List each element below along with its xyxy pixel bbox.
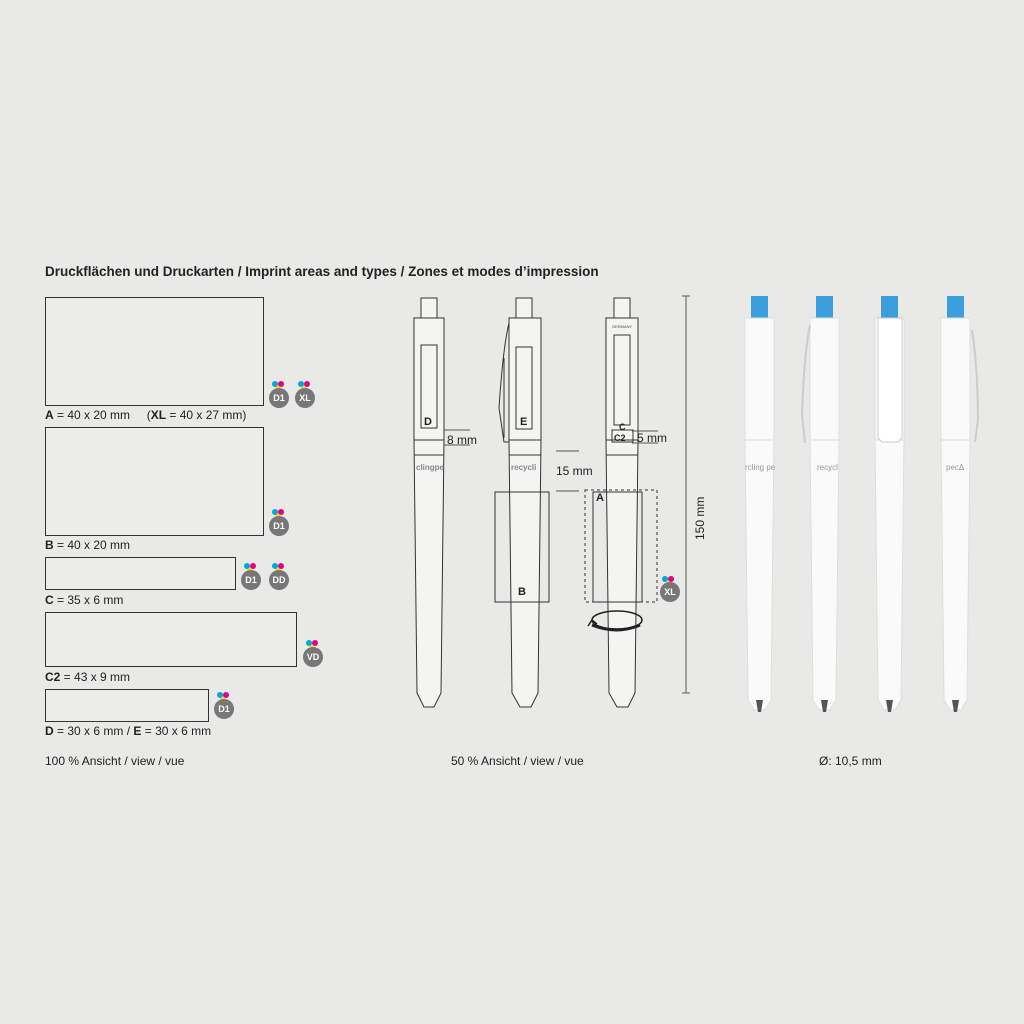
d1-badge: D1 [269, 516, 289, 536]
area-de-caption: D = 30 x 6 mm / E = 30 x 6 mm [45, 724, 212, 738]
area-a-caption: A = 40 x 20 mm (XL = 40 x 27 mm) [45, 408, 247, 422]
d1-badge: D1 [214, 699, 234, 719]
pen-print-text: clingpe [416, 463, 445, 472]
dd-badge: DD [269, 570, 289, 590]
label-e: E [520, 416, 528, 428]
dimension-8mm: 8 mm [447, 433, 477, 447]
area-c2-caption: C2 = 43 x 9 mm [45, 670, 131, 684]
xl-badge: XL [295, 388, 315, 408]
label-b: B [518, 586, 526, 598]
area-b-caption: B = 40 x 20 mm [45, 538, 131, 552]
area-c-caption: C = 35 x 6 mm [45, 593, 124, 607]
pen-print-text: pecΔ [946, 463, 965, 472]
label-a: A [596, 492, 604, 504]
pen-outline-front [414, 298, 444, 707]
label-c2: C2 [614, 433, 626, 443]
d1-badge: D1 [241, 570, 261, 590]
pen-print-text: recycl [817, 463, 838, 472]
xl-badge-label: XL [664, 587, 676, 597]
label-c: C [619, 422, 626, 432]
view-50-label: 50 % Ansicht / view / vue [451, 754, 584, 768]
vd-badge: VD [303, 647, 323, 667]
diameter-label: Ø: 10,5 mm [819, 754, 882, 768]
pen-outline-side [499, 298, 541, 707]
page-title: Druckflächen und Druckarten / Imprint areas and types / Zones et modes d’impression [45, 264, 599, 279]
dimension-5mm: 5 mm [637, 431, 667, 445]
view-100-label: 100 % Ansicht / view / vue [45, 754, 185, 768]
dimension-150mm: 150 mm [693, 496, 707, 540]
color-pen-front [745, 296, 776, 712]
color-pen-back [941, 296, 978, 712]
pen-print-text: recycli [511, 463, 537, 472]
pen-print-text: rcling pe [745, 463, 776, 472]
color-pen-clip [875, 296, 904, 712]
label-d: D [424, 416, 432, 428]
color-pen-side [802, 296, 839, 712]
d1-badge: D1 [269, 388, 289, 408]
pen-tiny-print: GERMANY [612, 324, 633, 329]
color-pen-views [745, 296, 978, 712]
dimension-15mm: 15 mm [556, 464, 593, 478]
